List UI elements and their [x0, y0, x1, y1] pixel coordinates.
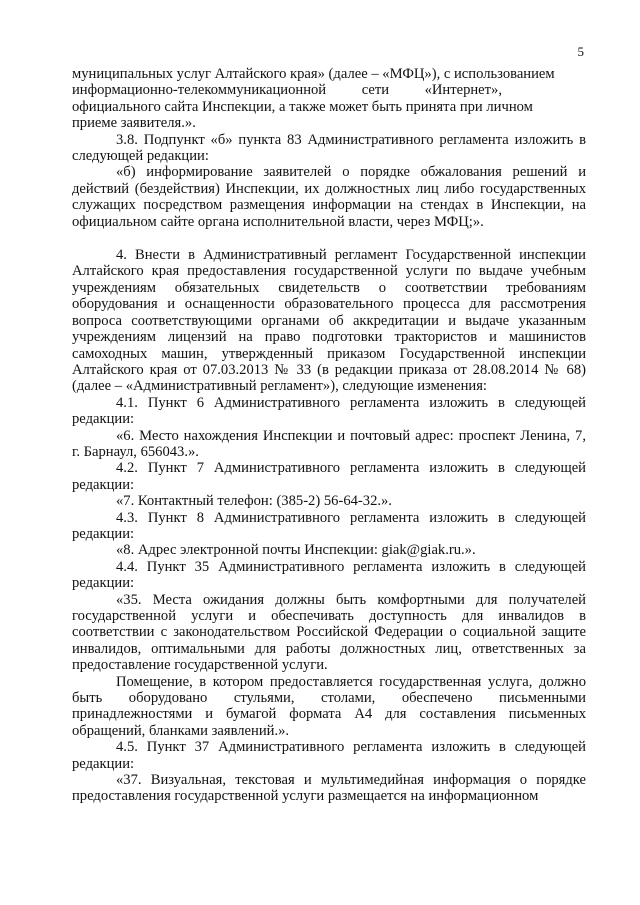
paragraph-4-4-text: «35. Места ожидания должны быть комфортными для получателей государственной услуги и обеспечивать доступность для инвалидов в соответствии с законодательством Российской Федерации о социальной защите инвалидов, оптимальными для работы должностных лиц, ответственных за предоставление государственной услуги. — [72, 591, 586, 674]
paragraph-4-4: 4.4. Пункт 35 Административного регламента изложить в следующей редакции: — [72, 558, 586, 592]
text-line: приеме заявителя.». — [72, 115, 196, 132]
paragraph-4-1: 4.1. Пункт 6 Административного регламента изложить в следующей редакции: — [72, 394, 586, 428]
paragraph-4-4-premises: Помещение, в котором предоставляется государственная услуга, должно быть оборудовано стульями, столами, обеспечено письменными принадлежностями и бумагой формата А4 для составления письменных обращений, бланками заявлений.». — [72, 673, 586, 739]
text-line: муниципальных услуг Алтайского края» (далее – «МФЦ»), с использованием — [72, 66, 555, 82]
paragraph-4-5-text: «37. Визуальная, текстовая и мультимедийная информация о порядке предоставления государственной услуги размещается на информационном — [72, 772, 586, 805]
paragraph-3-8-text: «б) информирование заявителей о порядке обжалования решений и действий (бездействия) Инспекции, их должностных лиц либо государственных служащих посредством размещения информации на стендах в Инспекции, на официальном сайте органа исполнительной власти, через МФЦ;». — [72, 164, 586, 230]
paragraph-4-2: 4.2. Пункт 7 Административного регламента изложить в следующей редакции: — [72, 460, 586, 493]
text-line: официального сайта Инспекции, а также может быть принята при личном — [72, 98, 533, 115]
paragraph-4-2-text: «7. Контактный телефон: (385-2) 56-64-32.». — [116, 493, 392, 510]
paragraph-4-3: 4.3. Пункт 8 Административного регламента изложить в следующей редакции: — [72, 509, 586, 542]
paragraph-continuation — [72, 66, 586, 132]
document-body — [72, 66, 586, 805]
text-line: информационно-телекоммуникационной сети «Интернет», — [72, 82, 502, 99]
paragraph-3-8: 3.8. Подпункт «б» пункта 83 Административного регламента изложить в следующей редакции: — [72, 131, 586, 165]
paragraph-4-1-text: «6. Место нахождения Инспекции и почтовый адрес: проспект Ленина, 7, г. Барнаул, 656043.». — [72, 427, 586, 460]
page-number: 5 — [577, 44, 584, 59]
paragraph-4: 4. Внести в Административный регламент Государственной инспекции Алтайского края предоставления государственной услуги по выдаче учебным учреждениям обязательных свидетельств о соответствии требованиям оборудования и оснащенности образовательного процесса для рассмотрения вопроса соответствующими органами об аккредитации и выдаче указанным учреждениям лицензий на право подготовки трактористов и машинистов самоходных машин, утвержденный приказом Государственной инспекции Алтайского края от 07.03.2013 № 33 (в редакции приказа от 28.08.2014 № 68) (далее – «Административный регламент»), следующие изменения: — [72, 247, 586, 395]
paragraph-4-3-text: «8. Адрес электронной почты Инспекции: giak@giak.ru.». — [116, 542, 476, 559]
paragraph-4-5: 4.5. Пункт 37 Административного регламента изложить в следующей редакции: — [72, 739, 586, 772]
paragraph-gap — [72, 230, 586, 247]
